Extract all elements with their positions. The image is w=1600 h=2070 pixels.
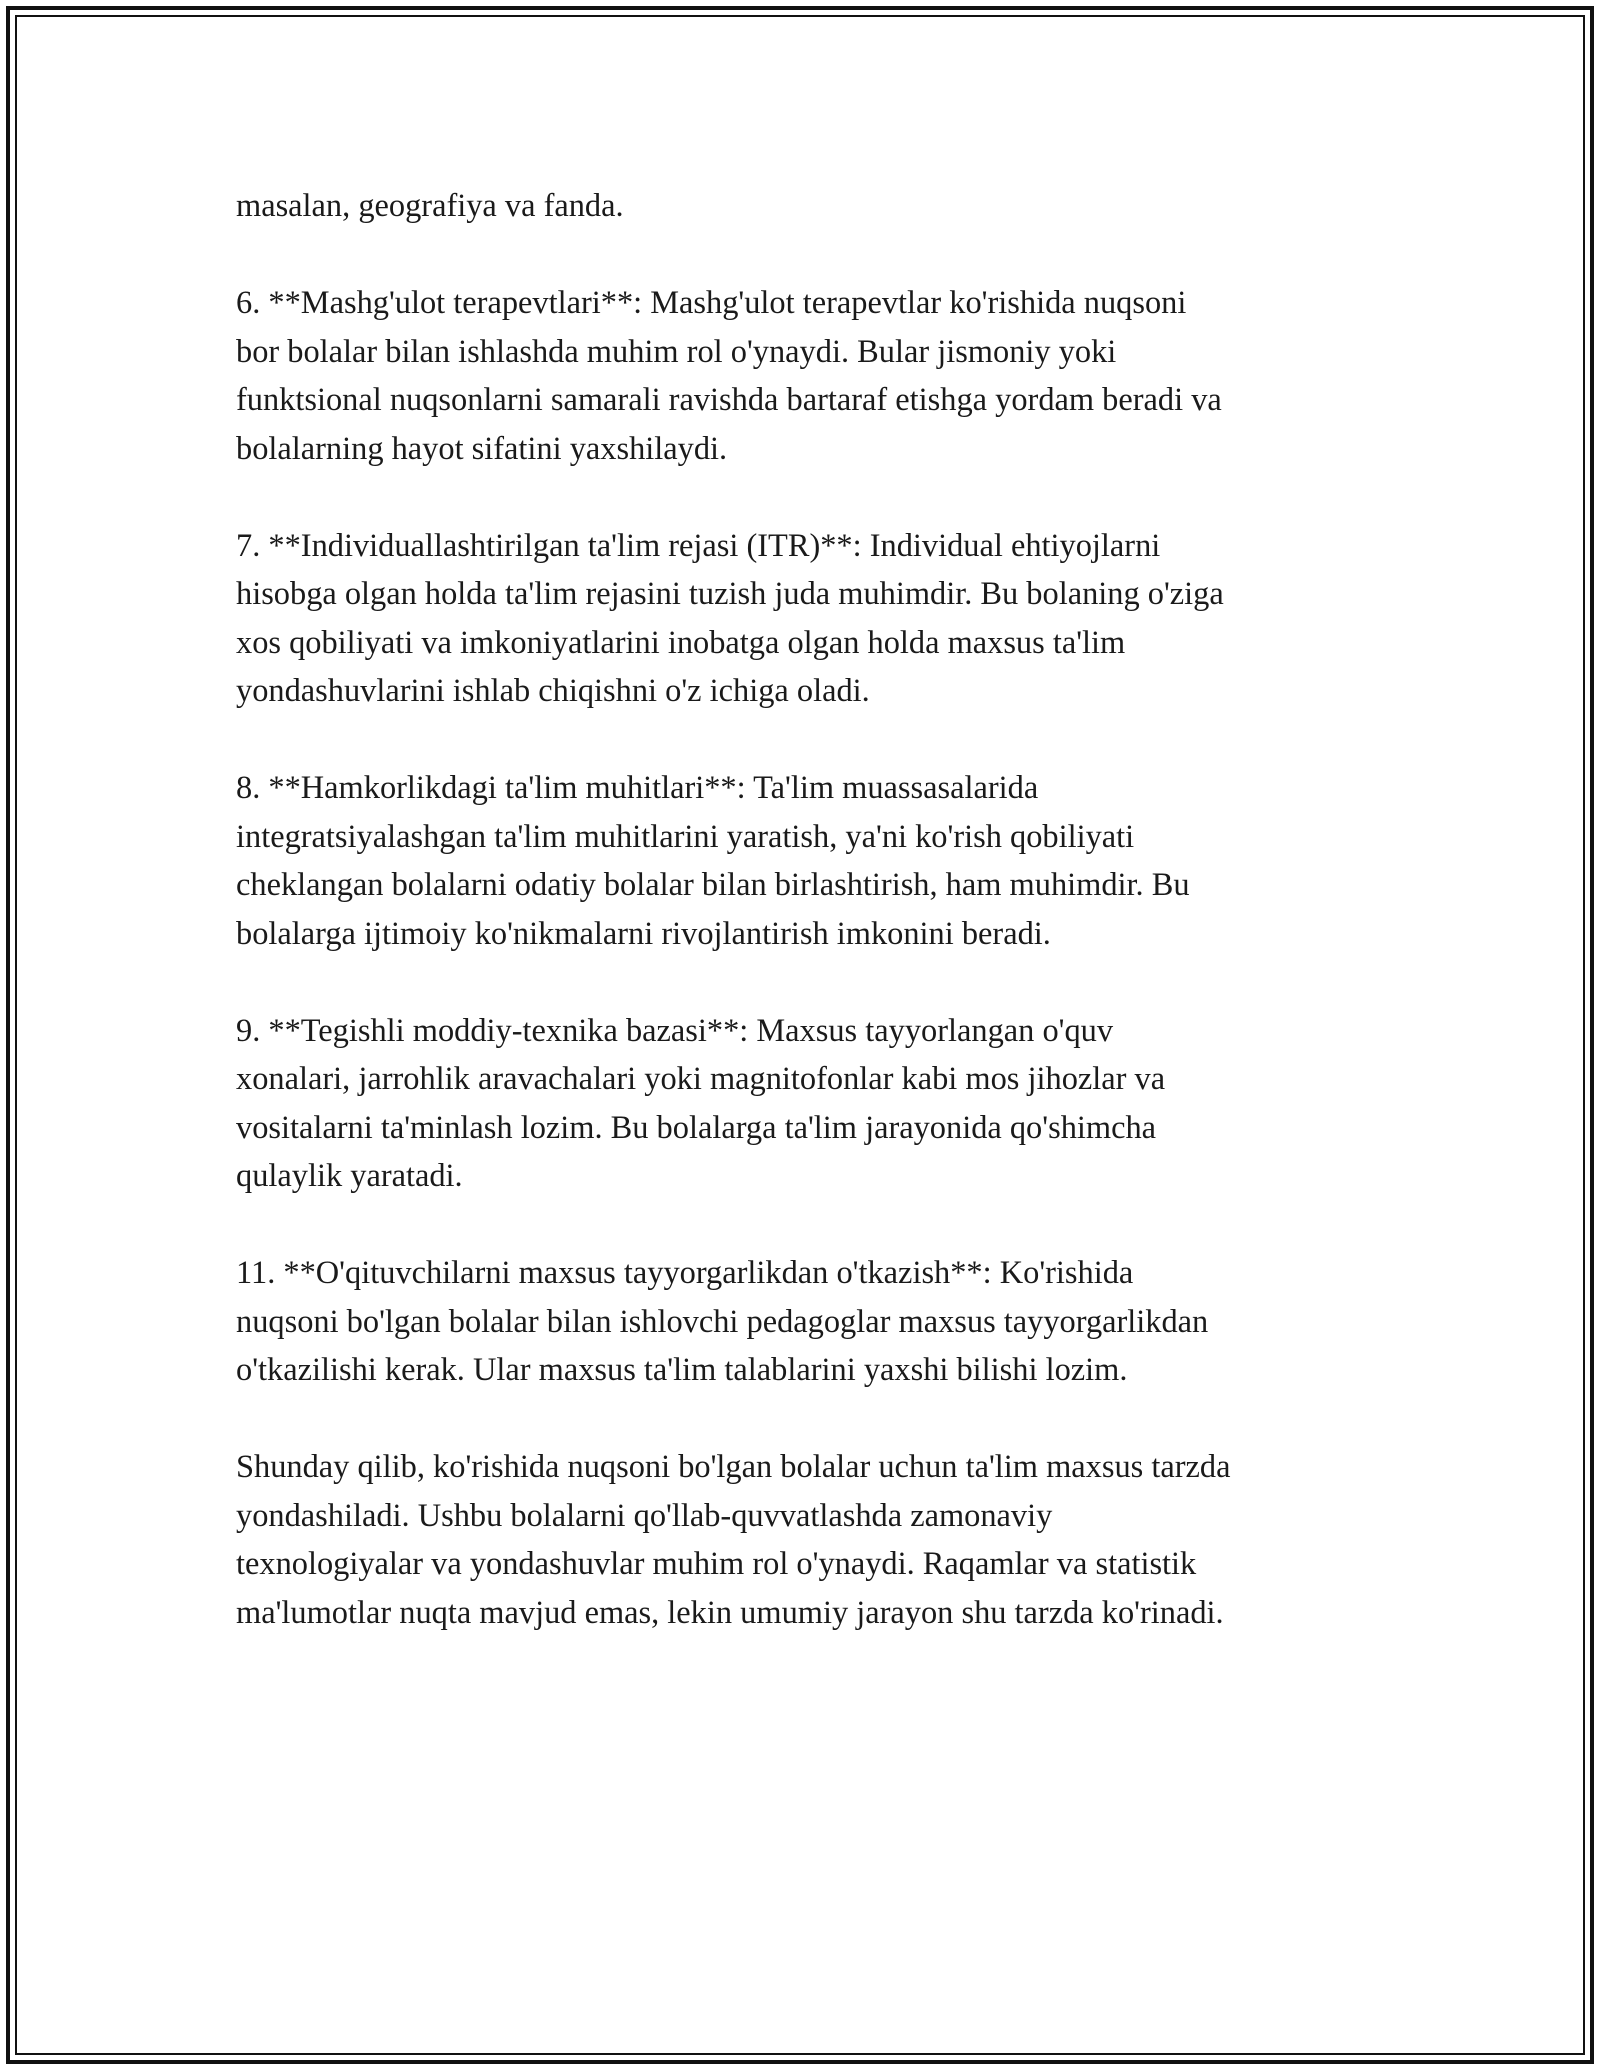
text-line: bolalarning hayot sifatini yaxshilaydi. xyxy=(236,430,728,467)
document-body xyxy=(236,182,1366,1637)
text-line: yondashiladi. Ushbu bolalarni qo'llab-quvvatlashda zamonaviy xyxy=(236,1497,1053,1534)
text-line: o'tkazilishi kerak. Ular maxsus ta'lim talablarini yaxshi bilishi lozim. xyxy=(236,1352,1128,1388)
text-line: ma'lumotlar nuqta mavjud emas, lekin umumiy jarayon shu tarzda ko'rinadi. xyxy=(236,1594,1224,1631)
text-line: hisobga olgan holda ta'lim rejasini tuzish juda muhimdir. Bu bolaning o'ziga xyxy=(236,576,1224,612)
text-line: funktsional nuqsonlarni samarali ravishda bartaraf etishga yordam beradi va xyxy=(236,382,1222,418)
text-line: xos qobiliyati va imkoniyatlarini inobatga olgan holda maxsus ta'lim xyxy=(236,624,1126,661)
paragraph-item-7 xyxy=(236,522,1366,716)
paragraph-item-8 xyxy=(236,764,1366,958)
paragraph-conclusion xyxy=(236,1443,1366,1637)
text-line: integratsiyalashgan ta'lim muhitlarini yaratish, ya'ni ko'rish qobiliyati xyxy=(236,818,1135,855)
text-line: nuqsoni bo'lgan bolalar bilan ishlovchi pedagoglar maxsus tayyorgarlikdan xyxy=(236,1303,1209,1340)
text-line: 7. **Individuallashtirilgan ta'lim rejasi (ITR)**: Individual ehtiyojlarni xyxy=(236,527,1161,564)
text-line: 8. **Hamkorlikdagi ta'lim muhitlari**: Ta'lim muassasalarida xyxy=(236,770,1039,806)
text-line: yondashuvlarini ishlab chiqishni o'z ichiga oladi. xyxy=(236,673,870,709)
paragraph-item-9 xyxy=(236,1007,1366,1201)
text-line: bor bolalar bilan ishlashda muhim rol o'ynaydi. Bular jismoniy yoki xyxy=(236,333,1117,370)
text-line: texnologiyalar va yondashuvlar muhim rol o'ynaydi. Raqamlar va statistik xyxy=(236,1546,1197,1582)
text-line: vositalarni ta'minlash lozim. Bu bolalarga ta'lim jarayonida qo'shimcha xyxy=(236,1109,1157,1146)
text-line: 11. **O'qituvchilarni maxsus tayyorgarlikdan o'tkazish**: Ko'rishida xyxy=(236,1255,1134,1291)
text-line: qulaylik yaratadi. xyxy=(236,1158,463,1194)
text-line: 6. **Mashg'ulot terapevtlari**: Mashg'ulot terapevtlar ko'rishida nuqsoni xyxy=(236,285,1187,321)
text-line: bolalarga ijtimoiy ko'nikmalarni rivojlantirish imkonini beradi. xyxy=(236,915,1051,952)
text-line: xonalari, jarrohlik aravachalari yoki magnitofonlar kabi mos jihozlar va xyxy=(236,1061,1166,1097)
paragraph-item-11 xyxy=(236,1249,1366,1395)
text-line: Shunday qilib, ko'rishida nuqsoni bo'lgan bolalar uchun ta'lim maxsus tarzda xyxy=(236,1449,1231,1485)
paragraph-item-6 xyxy=(236,279,1366,473)
text-line: masalan, geografiya va fanda. xyxy=(236,188,624,224)
text-line: 9. **Tegishli moddiy-texnika bazasi**: Maxsus tayyorlangan o'quv xyxy=(236,1012,1114,1049)
text-line: cheklangan bolalarni odatiy bolalar bilan birlashtirish, ham muhimdir. Bu xyxy=(236,867,1190,903)
paragraph-intro-continuation xyxy=(236,182,1366,231)
